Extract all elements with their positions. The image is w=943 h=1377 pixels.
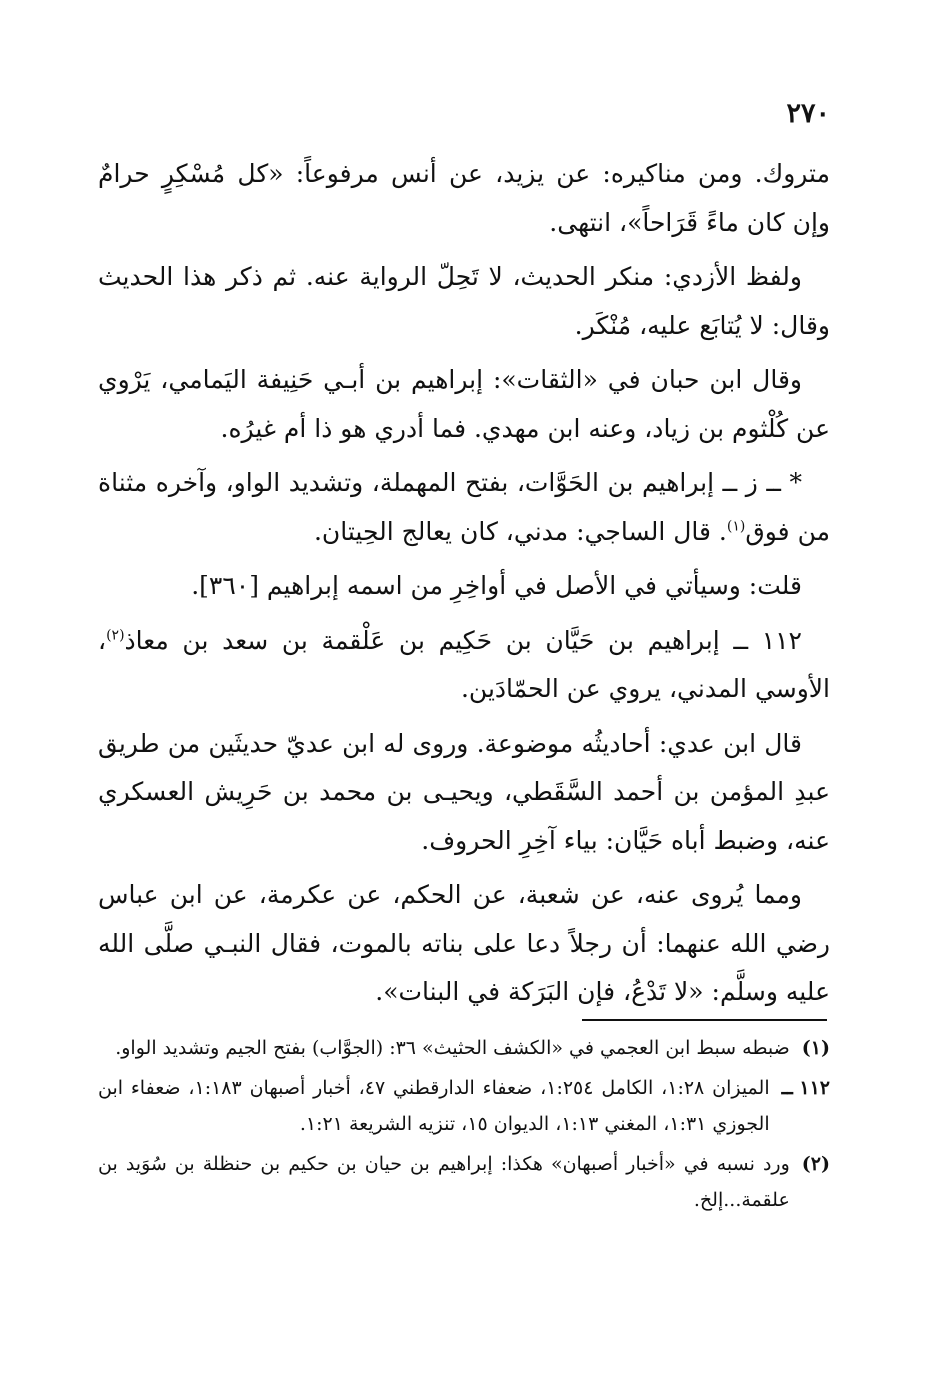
paragraph: [98, 617, 830, 714]
footnote-separator: [582, 1019, 827, 1021]
footnote: [98, 1146, 830, 1218]
footnote-marker: (٢): [801, 1153, 830, 1175]
footnote-marker: ١١٢ ــ: [781, 1077, 830, 1099]
paragraph: ومما يُروى عنه، عن شعبة، عن الحكم، عن عكرمة، عن ابن عباس رضي الله عنهما: أن رجلاً دعا على بناته بالموت، فقال النبـي صلَّى الله عليه وسلَّم: «لا تَدْعُ، فإن البَرَكة في البنات».: [98, 880, 830, 1006]
footnote-text: ورد نسبه في «أخبار أصبهان» هكذا: إبراهيم بن حيان بن حكيم بن حنظلة بن سُوَيد بن علقمة...إلخ.: [98, 1153, 790, 1211]
footnote-ref: (١): [726, 518, 746, 535]
footnote: [98, 1030, 830, 1066]
paragraph: متروك. ومن مناكيره: عن يزيد، عن أنس مرفوعاً: «كل مُسْكِرٍ حرامٌ وإن كان ماءً قَرَاحاً»، انتهى.: [98, 159, 830, 237]
entry-text: ، الأوسي المدني، يروي عن الحمّادَين.: [98, 625, 830, 703]
paragraph: ولفظ الأزدي: منكر الحديث، لا تَحِلّ الرواية عنه. ثم ذكر هذا الحديث وقال: لا يُتابَع عليه، مُنْكَر.: [98, 262, 830, 340]
paragraph: قلت: وسيأتي في الأصل في أواخِرِ من اسمه إبراهيم [٣٦٠].: [191, 571, 802, 600]
footnote-marker: (١): [801, 1037, 830, 1059]
entry-text: . قال الساجي: مدني، كان يعالج الحِيتان.: [313, 516, 727, 546]
entry-text: * ــ ز ــ إبراهيم بن الحَوَّات، بفتح المهملة، وتشديد الواو، وآخره مثناة من فوق: [98, 468, 830, 546]
page-number: ٢٧٠: [786, 98, 830, 129]
paragraph: [98, 459, 830, 556]
paragraph: قال ابن عدي: أحاديثُه موضوعة. وروى له ابن عديّ حديثَين من طريق عبدِ المؤمن بن أحمد السَّقَطي، ويحيـى بن محمد بن حَرِيش العسكري عنه، وضبط أباه حَيَّان: بياء آخِرِ الحروف.: [98, 728, 830, 855]
footnote: [98, 1070, 830, 1142]
main-text: [98, 150, 830, 1023]
footnote-text: ضبطه سبط ابن العجمي في «الكشف الحثيث» ٣٦: (الجوَّاب) بفتح الجيم وتشديد الواو.: [115, 1037, 790, 1059]
entry-heading: ١١٢ ــ إبراهيم بن حَيَّان بن حَكِيم بن عَلْقمة بن سعد بن معاذ: [124, 625, 802, 655]
footnote-text: الميزان ١:٢٨، الكامل ١:٢٥٤، ضعفاء الدارقطني ٤٧، أخبار أصبهان ١:١٨٣، ضعفاء ابن الجوزي ١:٣١، المغني ١:١٣، الديوان ١٥، تنزيه الشريعة ١:٢١.: [98, 1077, 770, 1135]
footnotes: [98, 1030, 830, 1222]
paragraph: وقال ابن حبان في «الثقات»: إبراهيم بن أبـي حَنِيفة اليَمامي، يَرْوي عن كُلْثوم بن زياد، وعنه ابن مهدي. فما أدري هو ذا أم غيرُه.: [98, 365, 830, 443]
footnote-ref: (٢): [106, 627, 125, 644]
